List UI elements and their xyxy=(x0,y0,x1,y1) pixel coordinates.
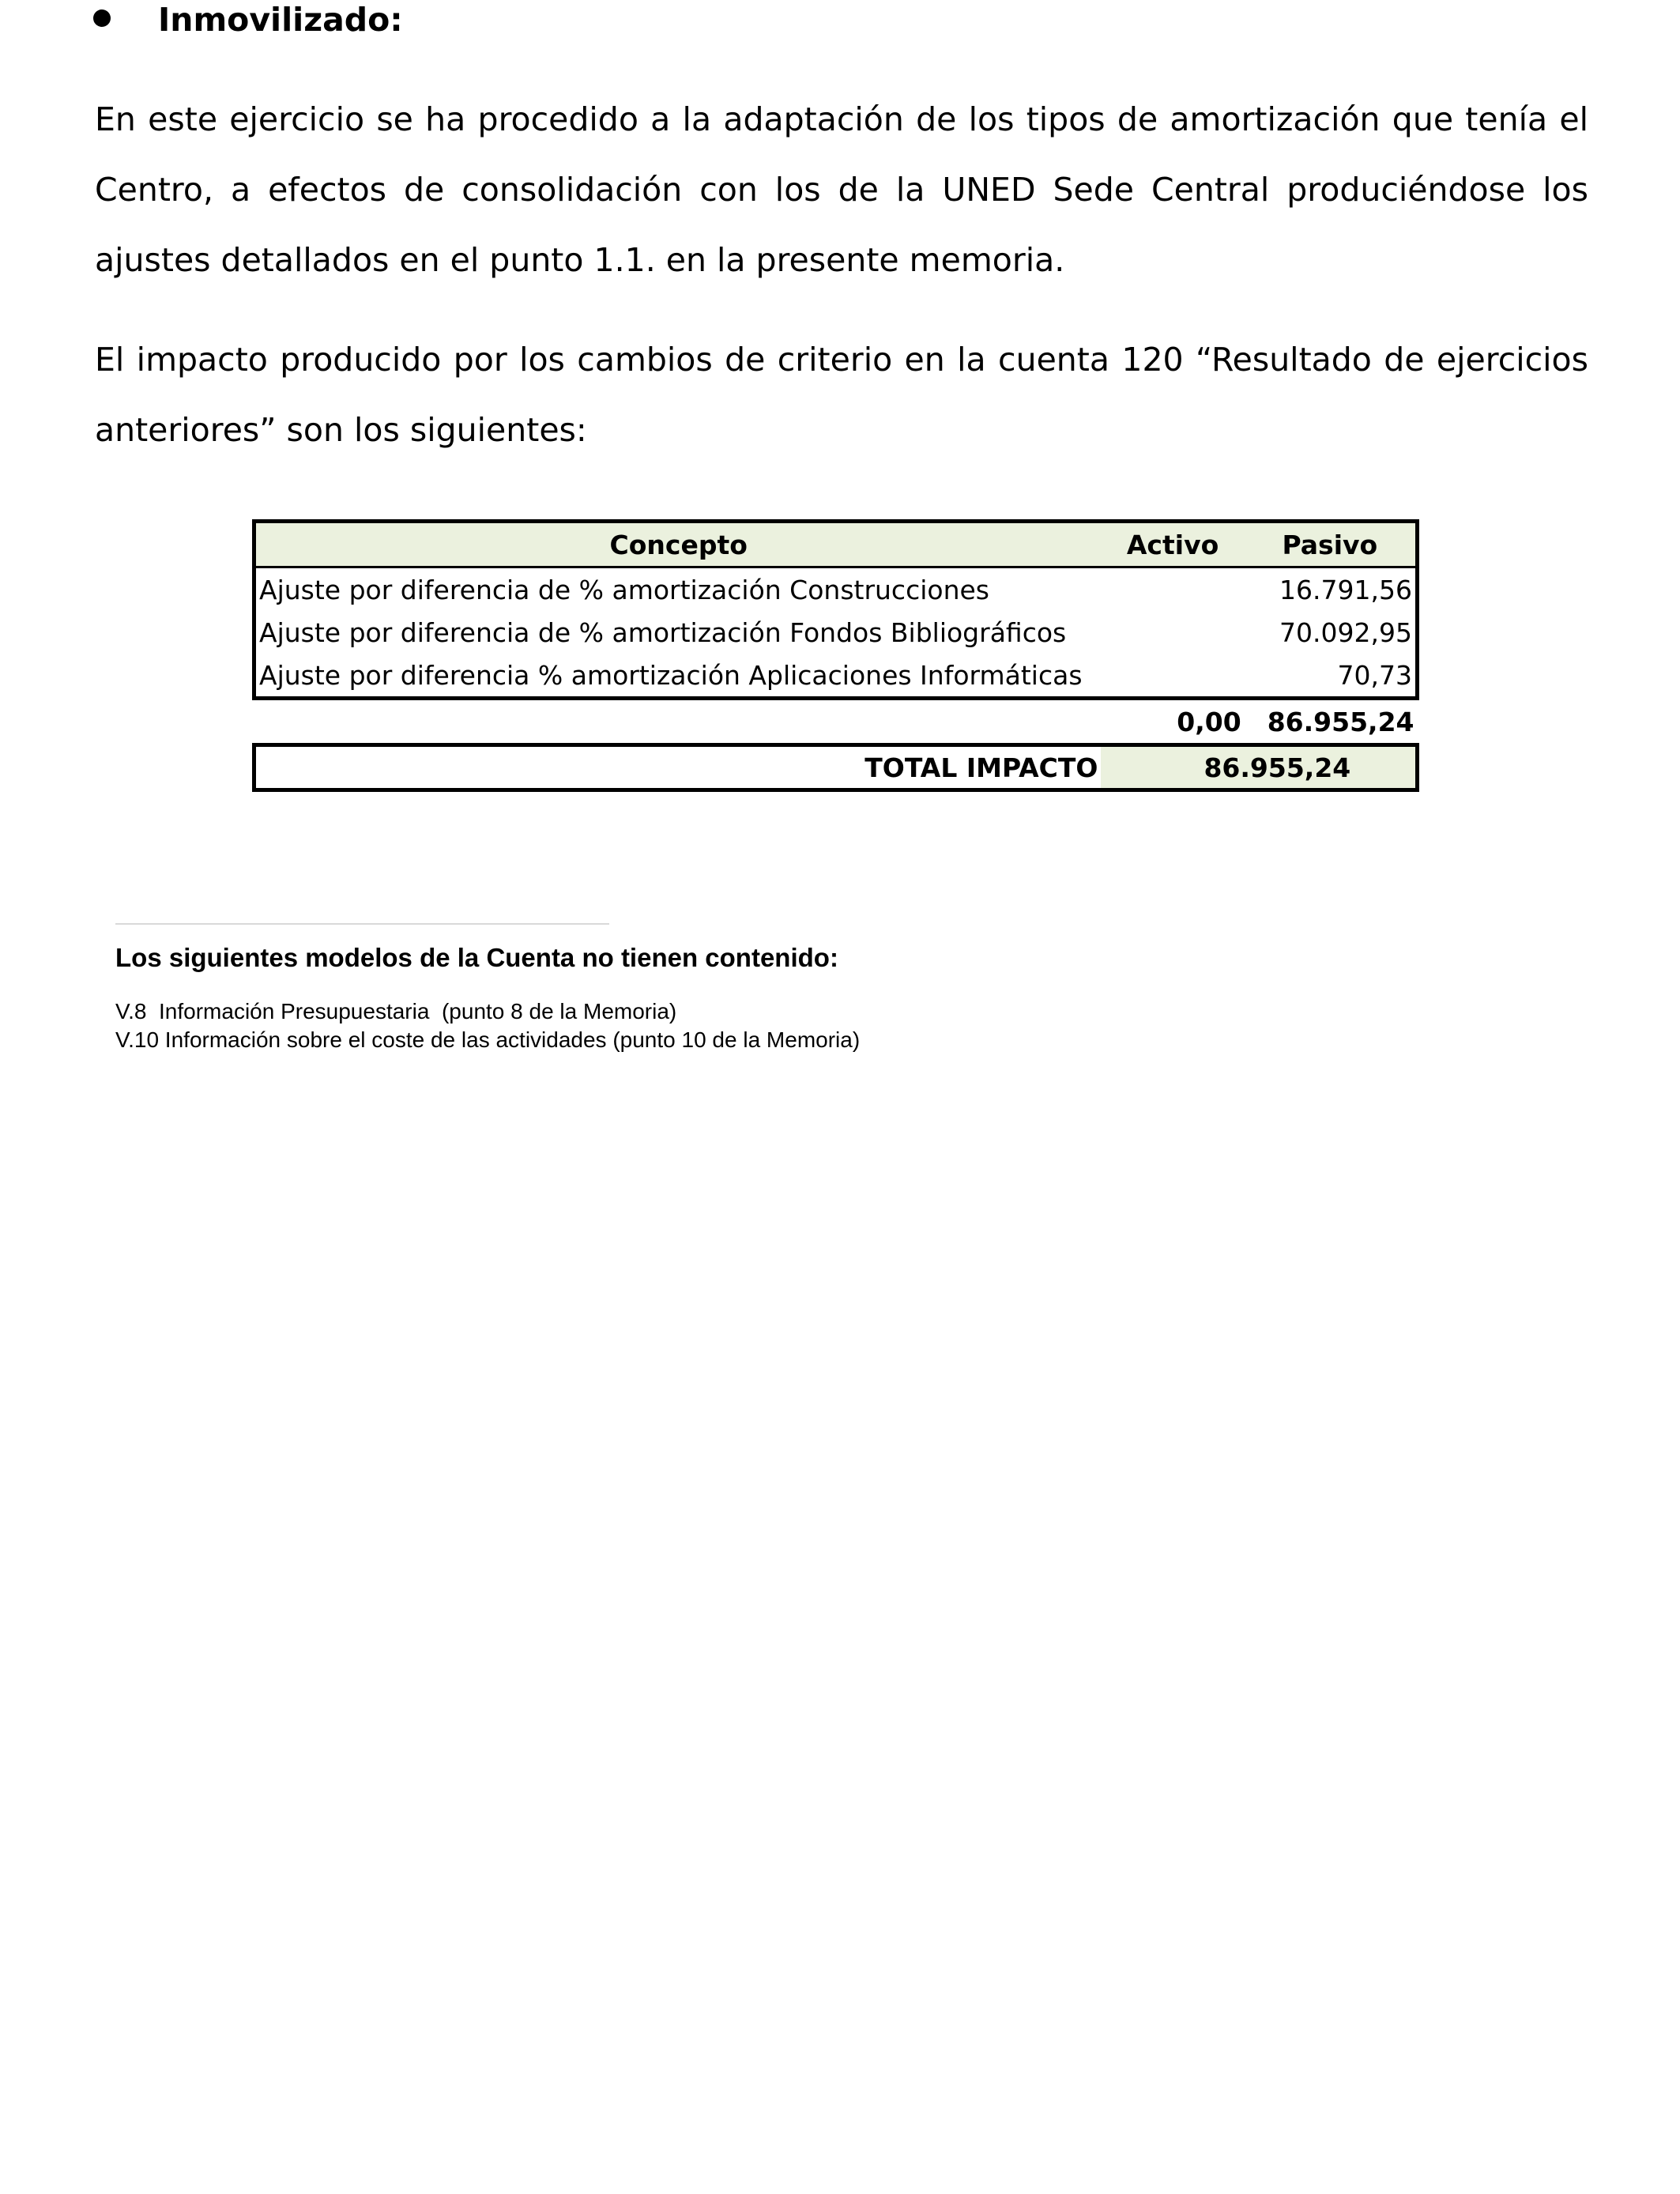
table-row xyxy=(254,611,1418,654)
bullet-icon xyxy=(93,9,111,27)
cell-activo xyxy=(1101,567,1244,612)
cell-concepto: Ajuste por diferencia de % amortización Construcciones xyxy=(254,567,1102,612)
subtotal-spacer xyxy=(254,699,1102,745)
section-heading-text: Inmovilizado: xyxy=(158,1,403,39)
cell-activo xyxy=(1101,611,1244,654)
header-concepto: Concepto xyxy=(254,522,1102,567)
cell-pasivo: 16.791,56 xyxy=(1245,567,1418,612)
subtotal-activo: 0,00 xyxy=(1177,706,1241,737)
table-header-row xyxy=(254,522,1418,567)
table-row xyxy=(254,567,1418,612)
cell-concepto: Ajuste por diferencia % amortización Aplicaciones Informáticas xyxy=(254,654,1102,699)
header-activo: Activo xyxy=(1101,522,1244,567)
footer-item: V.8 Información Presupuestaria (punto 8 de la Memoria) xyxy=(115,999,677,1023)
footer-title: Los siguientes modelos de la Cuenta no tienen contenido: xyxy=(115,943,838,972)
section-heading xyxy=(158,0,403,40)
table-row xyxy=(254,654,1418,699)
paragraph-impact-intro: El impacto producido por los cambios de criterio en la cuenta 120 “Resultado de ejercicios anteriores” son los siguientes: xyxy=(95,341,1588,449)
cell-pasivo: 70,73 xyxy=(1245,654,1418,699)
subtotal-row xyxy=(254,699,1418,745)
impact-table xyxy=(252,519,1419,792)
footer-divider xyxy=(115,923,609,925)
header-pasivo: Pasivo xyxy=(1245,522,1418,567)
total-impacto-value: 86.955,24 xyxy=(1101,745,1417,790)
cell-concepto: Ajuste por diferencia de % amortización Fondos Bibliográficos xyxy=(254,611,1102,654)
subtotal-pasivo: 86.955,24 xyxy=(1267,706,1414,737)
footer-item: V.10 Información sobre el coste de las actividades (punto 10 de la Memoria) xyxy=(115,1027,861,1052)
cell-pasivo: 70.092,95 xyxy=(1245,611,1418,654)
cell-activo xyxy=(1101,654,1244,699)
paragraph-adaptation: En este ejercicio se ha procedido a la adaptación de los tipos de amortización que tenía el Centro, a efectos de consolidación con los de la UNED Sede Central produciéndose los ajustes detallados en el punto 1.1. en la presente memoria. xyxy=(95,100,1588,279)
total-impacto-row xyxy=(254,745,1418,790)
total-impacto-label: TOTAL IMPACTO xyxy=(254,745,1102,790)
